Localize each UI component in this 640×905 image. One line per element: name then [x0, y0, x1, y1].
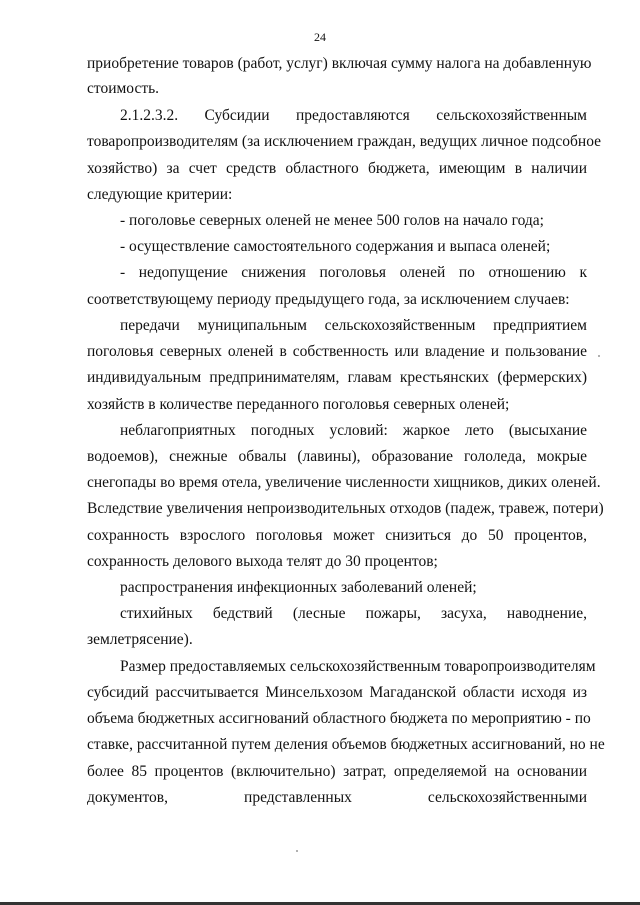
text-line: объема бюджетных ассигнований областного бюджета по мероприятию - по [87, 710, 591, 727]
text-line: документов, представленных сельскохозяйственными [87, 789, 587, 806]
text-line: землетрясение). [87, 631, 193, 648]
text-line: стоимость. [87, 80, 160, 97]
text-line: Размер предоставляемых сельскохозяйственным товаропроизводителям [120, 658, 596, 675]
text-line: водоемов), снежные обвалы (лавины), образование гололеда, мокрые [87, 448, 587, 465]
text-line: приобретение товаров (работ, услуг) включая сумму налога на добавленную [87, 55, 592, 72]
paragraph-heading-line: 2.1.2.3.2. Субсидии предоставляются сельскохозяйственным [120, 107, 587, 124]
page-number: 24 [314, 30, 326, 44]
text-line: стихийных бедствий (лесные пожары, засуха, наводнение, [120, 605, 587, 622]
text-line: следующие критерии: [87, 186, 233, 203]
text-line: соответствующему периоду предыдущего года, за исключением случаев: [87, 291, 570, 308]
text-line: товаропроизводителям (за исключением граждан, ведущих личное подсобное [87, 133, 602, 150]
list-item: - недопущение снижения поголовья оленей по отношению к [120, 264, 587, 281]
text-line: снегопады во время отела, увеличение численности хищников, диких оленей. [87, 474, 601, 491]
text-line: индивидуальным предпринимателям, главам крестьянских (фермерских) [87, 369, 587, 386]
text-line: неблагоприятных погодных условий: жаркое лето (высыхание [120, 422, 587, 439]
scan-speck [598, 355, 600, 357]
text-line: хозяйств в количестве переданного поголовья северных оленей; [87, 396, 510, 413]
text-line: поголовья северных оленей в собственность или владение и пользование [87, 343, 587, 360]
text-line: распространения инфекционных заболеваний оленей; [120, 579, 477, 596]
text-line: хозяйство) за счет средств областного бюджета, имеющим в наличии [87, 160, 587, 177]
text-line: сохранность взрослого поголовья может снизиться до 50 процентов, [87, 527, 587, 544]
list-item: - осуществление самостоятельного содержания и выпаса оленей; [120, 238, 551, 255]
list-item: - поголовье северных оленей не менее 500 голов на начало года; [120, 212, 544, 229]
text-line: передачи муниципальным сельскохозяйственным предприятием [120, 317, 587, 334]
text-line: сохранность делового выхода телят до 30 процентов; [87, 553, 438, 570]
text-line: более 85 процентов (включительно) затрат, определяемой на основании [87, 763, 587, 780]
text-line: Вследствие увеличения непроизводительных отходов (падеж, травеж, потери) [87, 500, 604, 517]
text-line: субсидий рассчитывается Минсельхозом Магаданской области исходя из [87, 684, 587, 701]
text-line: ставке, рассчитанной путем деления объемов бюджетных ассигнований, но не [87, 736, 605, 753]
scan-speck [296, 850, 298, 852]
